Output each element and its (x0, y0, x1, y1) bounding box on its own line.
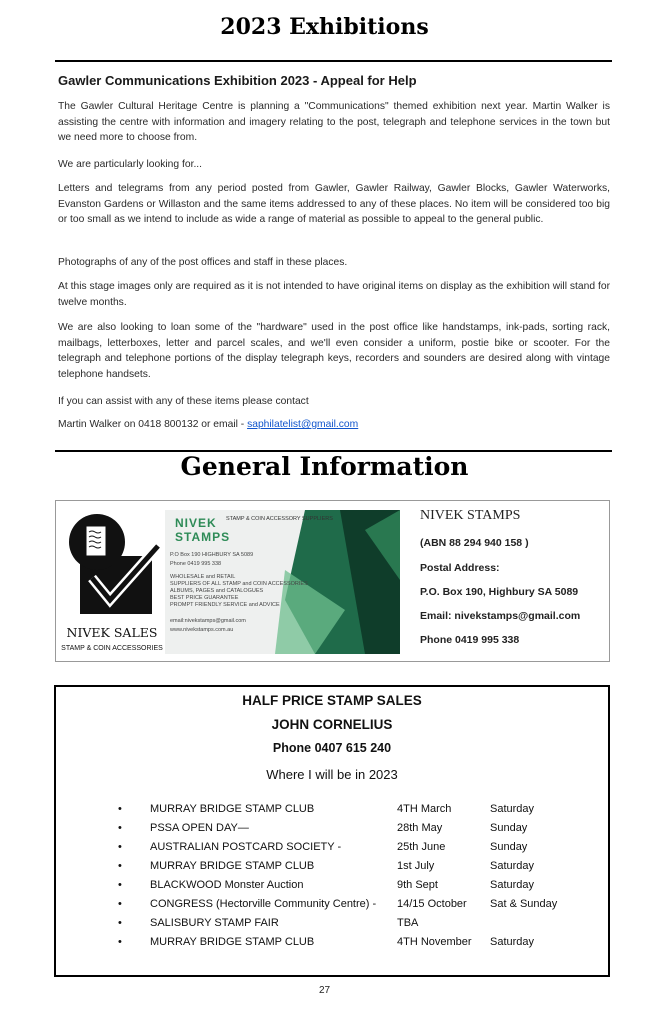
contact-line (58, 417, 610, 433)
list-item (0, 841, 649, 859)
card-line: Phone 0419 995 338 (170, 561, 222, 567)
event-day: Sunday (490, 822, 528, 834)
card-title: NIVEK (175, 516, 217, 530)
list-item (0, 822, 649, 840)
article-subheading: Gawler Communications Exhibition 2023 - Appeal for Help (58, 73, 417, 88)
event-club: MURRAY BRIDGE STAMP CLUB (150, 803, 315, 815)
bullet: • (118, 879, 122, 891)
page-number: 27 (318, 985, 331, 996)
bullet: • (118, 860, 122, 872)
logo-name: NIVEK SALES (66, 625, 158, 640)
card-line: P.O Box 190 HIGHBURY SA 5089 (170, 552, 254, 558)
list-item (0, 898, 649, 916)
card-line: WHOLESALE and RETAIL (170, 574, 236, 580)
event-day: Saturday (490, 803, 535, 815)
list-item (0, 917, 649, 935)
article-paragraph: Photographs of any of the post offices and staff in these places. (58, 257, 348, 268)
event-day: Saturday (490, 860, 535, 872)
event-club: MURRAY BRIDGE STAMP CLUB (150, 936, 315, 948)
email-link[interactable]: saphilatelist@gmail.com (247, 419, 359, 430)
nivek-phone: Phone 0419 995 338 (420, 634, 520, 646)
card-line: ALBUMS, PAGES and CATALOGUES (170, 588, 264, 594)
divider (55, 60, 612, 62)
event-club: MURRAY BRIDGE STAMP CLUB (150, 860, 315, 872)
event-day: Saturday (490, 879, 535, 891)
card-title: STAMPS (175, 530, 231, 544)
event-club: SALISBURY STAMP FAIR (150, 917, 279, 929)
event-day: Sat & Sunday (490, 898, 558, 910)
article-paragraph: We are particularly looking for... (58, 159, 203, 170)
bullet: • (118, 803, 122, 815)
event-date: 9th Sept (397, 879, 438, 891)
article-paragraph: At this stage images only are required as it is not intended to have original items on display as the exhibition will stand for twelve months. (58, 281, 610, 308)
event-date: 1st July (397, 860, 435, 872)
event-club: PSSA OPEN DAY— (150, 822, 249, 834)
logo-subtitle: STAMP & COIN ACCESSORIES (61, 645, 163, 652)
bullet: • (118, 936, 122, 948)
card-line: SUPPLIERS OF ALL STAMP and COIN ACCESSORIES (170, 581, 308, 587)
article-paragraph: Letters and telegrams from any period posted from Gawler, Gawler Railway, Gawler Blocks, Gawler Waterworks, Evanston Gardens or Willaston and the same items addressed to any of these places. No item will be considered too big or too small as we intend to include as wide a range of material as possible to appeal to the general public. (58, 183, 610, 225)
list-item (0, 860, 649, 878)
event-day: Sunday (490, 841, 528, 853)
sales-name: JOHN CORNELIUS (271, 717, 393, 732)
event-date: TBA (397, 917, 419, 929)
list-item (0, 803, 649, 821)
card-line: PROMPT FRIENDLY SERVICE and ADVICE (170, 602, 280, 608)
list-item (0, 879, 649, 897)
card-line: BEST PRICE GUARANTEE (170, 595, 239, 601)
nivek-email: Email: nivekstamps@gmail.com (420, 610, 581, 622)
list-item (0, 936, 649, 954)
event-date: 28th May (397, 822, 443, 834)
event-date: 4TH March (397, 803, 452, 815)
event-date: 14/15 October (397, 898, 467, 910)
bullet: • (118, 822, 122, 834)
event-date: 25th June (397, 841, 446, 853)
bullet: • (118, 898, 122, 910)
event-day: Saturday (490, 936, 535, 948)
bullet: • (118, 841, 122, 853)
sales-title: HALF PRICE STAMP SALES (242, 693, 422, 708)
event-club: AUSTRALIAN POSTCARD SOCIETY - (150, 841, 342, 853)
article-paragraph: We are also looking to loan some of the "hardware" used in the post office like handstamps, ink-pads, sorting rack, mailbags, letterboxes, letter and parcel scales, and we'll even consider a uniform, postie bike or scooter. For the telegraph and telephone portions of the display telegraph keys, recorders and sounders are desired along with vintage telephone handsets. (58, 322, 610, 380)
page-heading: 2023 Exhibitions (220, 14, 429, 40)
contact-text: Martin Walker on 0418 800132 or email - (58, 419, 248, 430)
event-club: BLACKWOOD Monster Auction (150, 879, 304, 891)
card-line: email:nivekstamps@gmail.com (170, 618, 246, 624)
bullet: • (118, 917, 122, 929)
event-club: CONGRESS (Hectorville Community Centre) - (150, 898, 377, 910)
nivek-abn: (ABN 88 294 940 158 ) (420, 537, 529, 549)
card-tagline: STAMP & COIN ACCESSORY SUPPLIERS (226, 516, 333, 522)
nivek-name: NIVEK STAMPS (420, 508, 521, 523)
article-paragraph: If you can assist with any of these items please contact (58, 396, 309, 407)
article-paragraph: The Gawler Cultural Heritage Centre is planning a "Communications" themed exhibition next year. Martin Walker is assisting the centre with information and imagery relating to the post, telegraph and telephone services in the town but we need more to choose from. (58, 101, 610, 143)
nivek-postal-address: P.O. Box 190, Highbury SA 5089 (420, 586, 579, 598)
sales-phone: Phone 0407 615 240 (272, 741, 392, 755)
sales-where: Where I will be in 2023 (266, 767, 398, 782)
nivek-postal-label: Postal Address: (420, 562, 500, 574)
event-date: 4TH November (397, 936, 472, 948)
general-heading: General Information (180, 452, 469, 481)
card-line: www.nivekstamps.com.au (170, 627, 234, 633)
